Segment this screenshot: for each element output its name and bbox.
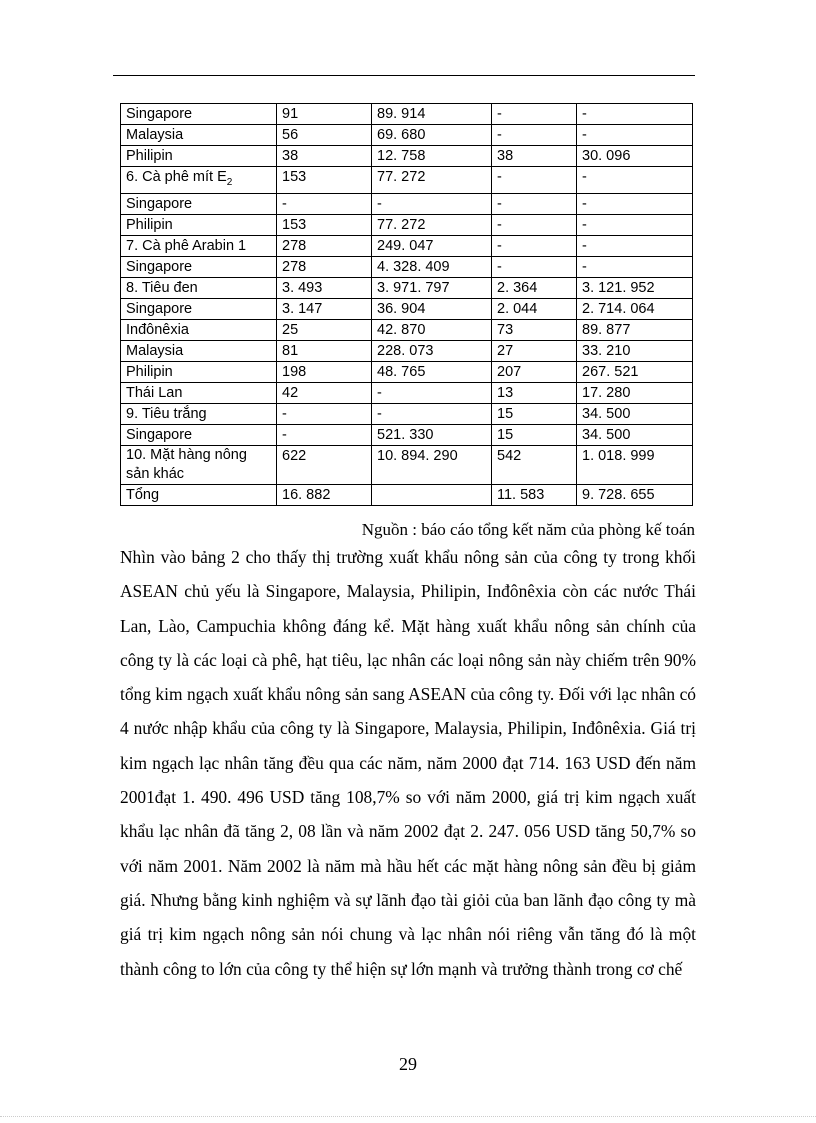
table-row	[121, 256, 693, 277]
page-number: 29	[399, 1054, 417, 1074]
table-cell-value: 2. 364	[492, 277, 577, 298]
table-cell-label: 7. Cà phê Arabin 1	[121, 235, 277, 256]
table-cell-label: Singapore	[121, 193, 277, 214]
table-cell-label: 9. Tiêu trắng	[121, 403, 277, 424]
table-cell-value: -	[277, 193, 372, 214]
table-row	[121, 125, 693, 146]
table-cell-value: -	[277, 424, 372, 445]
table-cell-value: 73	[492, 319, 577, 340]
table-cell-value: 48. 765	[372, 361, 492, 382]
body-paragraph: Nhìn vào bảng 2 cho thấy thị trường xuất khẩu nông sản của công ty trong khối ASEAN chủ yếu là Singapore, Malaysia, Philipin, Inđônêxia còn các nước Thái Lan, Lào, Campuchia không đáng kể. Mặt hàng xuất khẩu nông sản chính của công ty là các loại cà phê, hạt tiêu, lạc nhân các loại nông sản này chiếm trên 90% tổng kim ngạch xuất khẩu nông sản sang ASEAN của công ty. Đối với lạc nhân có 4 nước nhập khẩu của công ty là Singapore, Malaysia, Philipin, Inđônêxia. Giá trị kim ngạch lạc nhân tăng đều qua các năm, năm 2000 đạt 714. 163 USD đến năm 2001đạt 1. 490. 496 USD tăng 108,7% so với năm 2000, giá trị kim ngạch xuất khẩu lạc nhân đã tăng 2, 08 lần và năm 2002 đạt 2. 247. 056 USD tăng 50,7% so với năm 2001. Năm 2002 là năm mà hầu hết các mặt hàng nông sản đều bị giảm giá. Nhưng bằng kinh nghiệm và sự lãnh đạo tài giỏi của ban lãnh đạo công ty mà giá trị kim ngạch nông sản nói chung và lạc nhân nói riêng vẫn tăng đó là một thành công to lớn của công ty thể hiện sự lớn mạnh và trưởng thành trong cơ chế	[120, 547, 696, 979]
table-cell-value: 33. 210	[577, 340, 693, 361]
table-cell-label: Inđônêxia	[121, 319, 277, 340]
table-cell-value: 153	[277, 214, 372, 235]
table-cell-value: 249. 047	[372, 235, 492, 256]
table-cell-value: -	[577, 104, 693, 125]
table-cell-value: 3. 121. 952	[577, 277, 693, 298]
table-cell-value: 38	[277, 146, 372, 167]
table-cell-value: -	[577, 214, 693, 235]
table-cell-value: 81	[277, 340, 372, 361]
page-bottom-edge	[0, 1116, 816, 1117]
table-cell-value: 1. 018. 999	[577, 445, 693, 484]
table-cell-value: 10. 894. 290	[372, 445, 492, 484]
table-cell-label: Philipin	[121, 361, 277, 382]
table-row	[121, 235, 693, 256]
table-row	[121, 424, 693, 445]
table-cell-label: Philipin	[121, 214, 277, 235]
table-cell-value: 3. 493	[277, 277, 372, 298]
table-cell-value: 89. 877	[577, 319, 693, 340]
table-cell-value: 542	[492, 445, 577, 484]
table-row	[121, 104, 693, 125]
table-cell-value: 38	[492, 146, 577, 167]
table-cell-value: 267. 521	[577, 361, 693, 382]
table-cell-value: 2. 714. 064	[577, 298, 693, 319]
table-cell-label: Thái Lan	[121, 382, 277, 403]
table-cell-value: 34. 500	[577, 403, 693, 424]
table-cell-value: 228. 073	[372, 340, 492, 361]
table-cell-value: -	[372, 193, 492, 214]
table-row	[121, 382, 693, 403]
source-note: Nguồn : báo cáo tổng kết năm của phòng kế toán	[361, 520, 695, 539]
table-row	[121, 484, 693, 505]
table-cell-value: 77. 272	[372, 214, 492, 235]
table-cell-value: 69. 680	[372, 125, 492, 146]
table-cell-label: 6. Cà phê mít $E_2$	[121, 167, 277, 194]
subscript: 2	[226, 176, 233, 188]
table-cell-value: -	[492, 167, 577, 194]
table-cell-value: 91	[277, 104, 372, 125]
table-cell-label: Malaysia	[121, 125, 277, 146]
table-cell-value: 27	[492, 340, 577, 361]
table-cell-value: 278	[277, 256, 372, 277]
table-cell-value: 153	[277, 167, 372, 194]
header-rule	[113, 75, 695, 76]
table-cell-value: 3. 147	[277, 298, 372, 319]
table-row	[121, 277, 693, 298]
table-cell-value: 16. 882	[277, 484, 372, 505]
table-cell-value: 3. 971. 797	[372, 277, 492, 298]
table-cell-value: 9. 728. 655	[577, 484, 693, 505]
table-cell-value: 25	[277, 319, 372, 340]
table-cell-value: 89. 914	[372, 104, 492, 125]
table-cell-value: -	[492, 214, 577, 235]
table-cell-value: 15	[492, 403, 577, 424]
table-cell-value: -	[372, 403, 492, 424]
table-cell-value: 12. 758	[372, 146, 492, 167]
table-row	[121, 319, 693, 340]
table-cell-value: 521. 330	[372, 424, 492, 445]
table-cell-label: Singapore	[121, 424, 277, 445]
export-table	[120, 103, 693, 506]
table-row	[121, 146, 693, 167]
table-row	[121, 167, 693, 194]
table-cell-value: -	[577, 235, 693, 256]
table-body	[121, 104, 693, 506]
table-cell-value: 36. 904	[372, 298, 492, 319]
table-cell-value: 34. 500	[577, 424, 693, 445]
table-cell-value: 207	[492, 361, 577, 382]
table-cell-value: 4. 328. 409	[372, 256, 492, 277]
table-cell-value: 622	[277, 445, 372, 484]
table-row	[121, 193, 693, 214]
table-row	[121, 340, 693, 361]
table-cell-value: 56	[277, 125, 372, 146]
table-cell-label: Singapore	[121, 298, 277, 319]
table-cell-value: 15	[492, 424, 577, 445]
table-cell-value	[372, 484, 492, 505]
table-row	[121, 298, 693, 319]
table-cell-value: 278	[277, 235, 372, 256]
table-cell-value: 2. 044	[492, 298, 577, 319]
table-cell-value: -	[577, 256, 693, 277]
table-cell-value: -	[492, 256, 577, 277]
table-cell-value: 30. 096	[577, 146, 693, 167]
table-cell-value: -	[492, 235, 577, 256]
table-cell-value: -	[577, 193, 693, 214]
table-row	[121, 214, 693, 235]
table-cell-label: 10. Mặt hàng nông sản khác	[121, 445, 277, 484]
table-cell-value: 198	[277, 361, 372, 382]
table-cell-value: 42. 870	[372, 319, 492, 340]
table-cell-value: 13	[492, 382, 577, 403]
table-cell-value: 17. 280	[577, 382, 693, 403]
table-row	[121, 361, 693, 382]
table-cell-label: Malaysia	[121, 340, 277, 361]
table-cell-value: -	[577, 167, 693, 194]
table-cell-value: -	[372, 382, 492, 403]
table-cell-value: -	[492, 125, 577, 146]
table-cell-value: -	[492, 193, 577, 214]
table-cell-label: Tổng	[121, 484, 277, 505]
table-cell-label: Singapore	[121, 256, 277, 277]
table-cell-label: Philipin	[121, 146, 277, 167]
table-cell-value: 42	[277, 382, 372, 403]
table-cell-value: -	[577, 125, 693, 146]
table-cell-label: Singapore	[121, 104, 277, 125]
table-row	[121, 403, 693, 424]
table-cell-label: 8. Tiêu đen	[121, 277, 277, 298]
table-cell-value: -	[492, 104, 577, 125]
table-cell-value: 11. 583	[492, 484, 577, 505]
table-cell-value: 77. 272	[372, 167, 492, 194]
table-row	[121, 445, 693, 484]
table-cell-value: -	[277, 403, 372, 424]
